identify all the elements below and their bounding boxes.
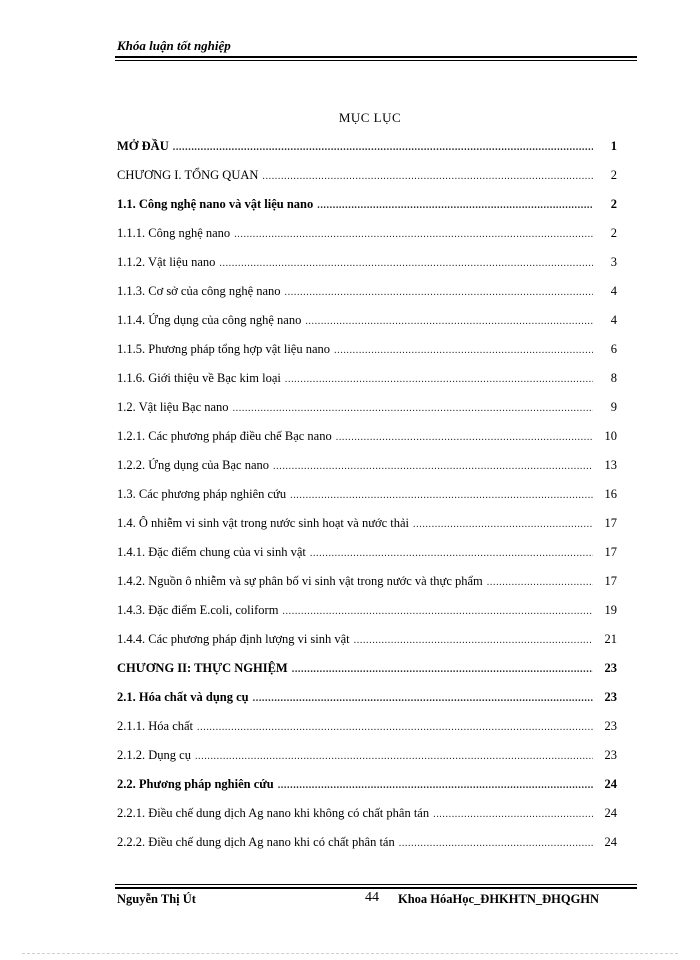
toc-entry[interactable] <box>117 770 617 799</box>
toc-entry-page: 3 <box>610 255 617 269</box>
toc-entry[interactable] <box>117 364 617 393</box>
toc-entry[interactable] <box>117 219 617 248</box>
toc-entry-label: 1.4.4. Các phương pháp định lượng vi sinh vật <box>117 632 350 646</box>
toc-entry-label: 1.1. Công nghệ nano và vật liệu nano <box>117 197 314 211</box>
footer-page-number: 44 <box>365 890 379 905</box>
toc-entry[interactable] <box>117 509 617 538</box>
toc-dot-leader <box>413 519 593 530</box>
header-title: Khóa luận tốt nghiệp <box>117 38 231 53</box>
toc-entry-page: 8 <box>610 371 617 385</box>
toc-entry-page: 23 <box>604 719 617 733</box>
toc-entry-page: 17 <box>604 545 617 559</box>
toc-dot-leader <box>292 664 593 675</box>
toc-entry-label: 2.1.1. Hóa chất <box>117 719 194 733</box>
toc-entry-page: 23 <box>604 690 617 704</box>
toc-entry-page: 17 <box>604 574 617 588</box>
toc-title: MỤC LỤC <box>338 110 402 125</box>
toc-entry-label: 1.4.2. Nguồn ô nhiễm và sự phân bố vi sinh vật trong nước và thực phẩm <box>117 574 483 588</box>
toc-entry-page: 17 <box>604 516 617 530</box>
toc-dot-leader <box>285 374 593 385</box>
toc-entry[interactable] <box>117 393 617 422</box>
toc-dot-leader <box>173 142 593 153</box>
toc-entry-page: 4 <box>610 313 617 327</box>
toc-entry-page: 23 <box>604 661 617 675</box>
footer-rule-thick <box>115 887 637 889</box>
toc-dot-leader <box>197 722 593 733</box>
toc-dot-leader <box>317 200 593 211</box>
toc-entry-label: 1.1.4. Ứng dụng của công nghệ nano <box>117 313 302 327</box>
toc-entry-label: 2.2.1. Điều chế dung dịch Ag nano khi không có chất phân tán <box>117 806 430 820</box>
toc-entry-label: 1.1.1. Công nghệ nano <box>117 226 231 240</box>
toc-dot-leader <box>399 838 593 849</box>
toc-dot-leader <box>234 229 593 240</box>
toc-entry-label: 1.4.3. Đặc điểm E.coli, coliform <box>117 603 279 617</box>
toc-entry[interactable] <box>117 596 617 625</box>
header-rule-thin <box>115 60 637 61</box>
toc-entry-label: 1.2.2. Ứng dụng của Bạc nano <box>117 458 270 472</box>
toc-entry-page: 2 <box>610 168 617 182</box>
toc-entry-label: 1.4.1. Đặc điểm chung của vi sinh vật <box>117 545 306 559</box>
toc-dot-leader <box>253 693 593 704</box>
footer-department: Khoa HóaHọc_ĐHKHTN_ĐHQGHN <box>398 892 600 906</box>
toc-dot-leader <box>290 490 593 501</box>
toc-entry[interactable] <box>117 190 617 219</box>
toc-entry-page: 16 <box>604 487 617 501</box>
footer-author: Nguyễn Thị Út <box>117 892 196 906</box>
toc-entry-label: 1.1.2. Vật liệu nano <box>117 255 216 269</box>
toc-entry-page: 13 <box>604 458 617 472</box>
toc-entry[interactable] <box>117 306 617 335</box>
toc-entry[interactable] <box>117 683 617 712</box>
toc-entry-label: 1.1.5. Phương pháp tổng hợp vật liệu nano <box>117 342 331 356</box>
toc-entry[interactable] <box>117 712 617 741</box>
toc-entry[interactable] <box>117 277 617 306</box>
toc-dot-leader <box>219 258 593 269</box>
toc-dot-leader <box>273 461 593 472</box>
toc-entry-label: CHƯƠNG II: THỰC NGHIỆM <box>117 661 288 675</box>
toc-dot-leader <box>233 403 593 414</box>
toc-entry-page: 23 <box>604 748 617 762</box>
toc-dot-leader <box>487 577 593 588</box>
toc-entry-page: 2 <box>610 226 617 240</box>
toc-entry-page: 2 <box>610 197 617 211</box>
toc-entry-page: 1 <box>610 139 617 153</box>
toc-entry[interactable] <box>117 422 617 451</box>
toc-entry-label: 1.4. Ô nhiễm vi sinh vật trong nước sinh hoạt và nước thải <box>117 516 410 530</box>
toc-entry-label: 1.1.6. Giới thiệu về Bạc kim loại <box>117 371 281 385</box>
toc-entry[interactable] <box>117 654 617 683</box>
toc-entry[interactable] <box>117 799 617 828</box>
toc-entry-label: 2.1. Hóa chất và dụng cụ <box>117 690 249 704</box>
toc-entry-page: 6 <box>610 342 617 356</box>
toc-entry-page: 9 <box>610 400 617 414</box>
toc-entry-page: 4 <box>610 284 617 298</box>
toc-dot-leader <box>262 171 593 182</box>
toc-dot-leader <box>354 635 593 646</box>
toc-entry[interactable] <box>117 451 617 480</box>
toc-dot-leader <box>282 606 593 617</box>
toc-entry-page: 24 <box>604 835 617 849</box>
toc-entry[interactable] <box>117 567 617 596</box>
toc-entry[interactable] <box>117 335 617 364</box>
toc-dot-leader <box>305 316 593 327</box>
toc-entry-label: 1.3. Các phương pháp nghiên cứu <box>117 487 287 501</box>
toc-entry[interactable] <box>117 828 617 857</box>
toc-dot-leader <box>334 345 593 356</box>
toc-dot-leader <box>433 809 593 820</box>
toc-dot-leader <box>336 432 593 443</box>
page-edge-divider <box>22 953 678 954</box>
toc-dot-leader <box>310 548 593 559</box>
toc-entry[interactable] <box>117 248 617 277</box>
toc-entry[interactable] <box>117 480 617 509</box>
toc-entry-label: MỞ ĐẦU <box>117 139 169 153</box>
toc-dot-leader <box>285 287 593 298</box>
toc-entry-page: 24 <box>604 777 617 791</box>
toc-entry-label: 2.2. Phương pháp nghiên cứu <box>117 777 274 791</box>
toc-dot-leader <box>195 751 593 762</box>
toc-entry-label: 1.1.3. Cơ sở của công nghệ nano <box>117 284 281 298</box>
toc-entry[interactable] <box>117 132 617 161</box>
toc-entry-label: 2.2.2. Điều chế dung dịch Ag nano khi có chất phân tán <box>117 835 395 849</box>
toc-entry[interactable] <box>117 625 617 654</box>
table-of-contents <box>117 132 617 857</box>
toc-entry-page: 10 <box>604 429 617 443</box>
footer-rule <box>115 884 637 885</box>
toc-entry[interactable] <box>117 161 617 190</box>
toc-entry[interactable] <box>117 538 617 567</box>
toc-entry-label: 1.2. Vật liệu Bạc nano <box>117 400 229 414</box>
toc-dot-leader <box>278 780 593 791</box>
toc-entry-label: CHƯƠNG I. TỔNG QUAN <box>117 168 259 182</box>
toc-entry-page: 24 <box>604 806 617 820</box>
toc-entry-page: 19 <box>604 603 617 617</box>
toc-entry-label: 2.1.2. Dụng cụ <box>117 748 191 762</box>
toc-entry-label: 1.2.1. Các phương pháp điều chế Bạc nano <box>117 429 332 443</box>
toc-entry-page: 21 <box>604 632 617 646</box>
toc-entry[interactable] <box>117 741 617 770</box>
header-rule <box>115 56 637 58</box>
